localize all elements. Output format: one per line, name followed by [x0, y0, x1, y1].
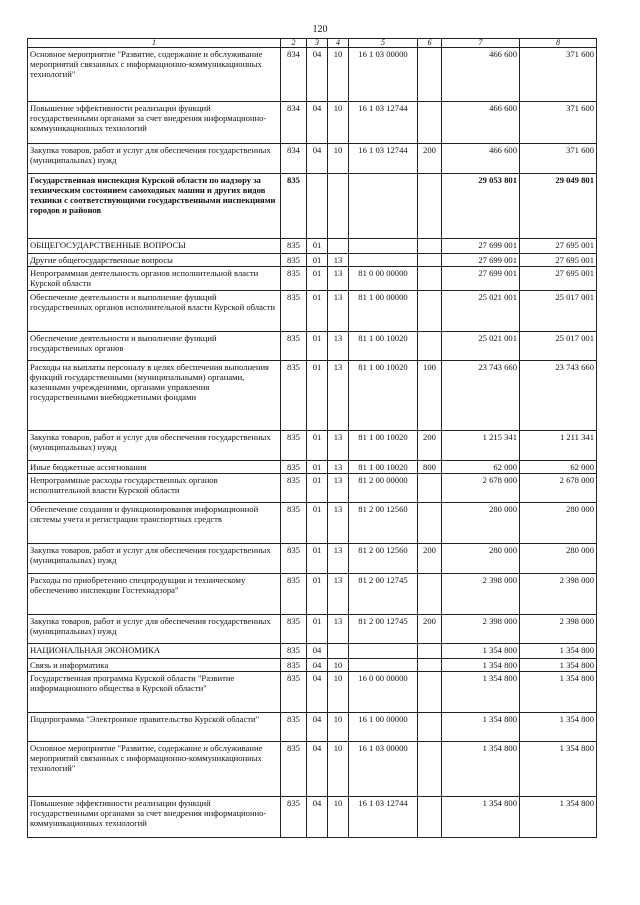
cell-target-article: 16 1 03 12744 [349, 102, 418, 144]
cell-target-article: 16 1 03 12744 [349, 797, 418, 838]
cell-target-article: 16 0 00 00000 [349, 672, 418, 713]
cell-name: Расходы на выплаты персоналу в целях обеспечения выполнения функций государственными (муниципальными) органами, казенными учреждениями, органами управления государственными внебюджетными фондами [28, 361, 281, 431]
cell-subsection: 10 [328, 672, 349, 713]
table-row [28, 102, 597, 144]
cell-expense-type [418, 332, 442, 361]
cell-amount-year2: 280 000 [520, 503, 597, 544]
cell-expense-type [418, 797, 442, 838]
cell-amount-year1: 466 600 [442, 102, 520, 144]
cell-expense-type [418, 742, 442, 797]
cell-amount-year2: 25 017 001 [520, 332, 597, 361]
cell-amount-year2: 371 600 [520, 102, 597, 144]
cell-amount-year1: 27 699 001 [442, 254, 520, 267]
cell-amount-year1: 2 398 000 [442, 574, 520, 615]
cell-section: 04 [307, 144, 328, 174]
cell-amount-year2: 280 000 [520, 544, 597, 574]
cell-section: 01 [307, 291, 328, 332]
cell-section: 01 [307, 361, 328, 431]
cell-name: Обеспечение создания и функционирования информационной системы учета и регистрации транспортных средств [28, 503, 281, 544]
header-row [28, 39, 597, 48]
cell-amount-year1: 29 053 801 [442, 174, 520, 239]
cell-ministry: 835 [281, 713, 307, 742]
cell-subsection: 13 [328, 431, 349, 461]
cell-amount-year2: 371 600 [520, 48, 597, 102]
cell-target-article: 16 1 03 00000 [349, 48, 418, 102]
cell-ministry: 835 [281, 361, 307, 431]
cell-amount-year2: 1 354 800 [520, 713, 597, 742]
cell-section: 01 [307, 267, 328, 291]
cell-section: 01 [307, 544, 328, 574]
cell-section: 01 [307, 461, 328, 474]
cell-subsection: 10 [328, 742, 349, 797]
cell-amount-year1: 62 000 [442, 461, 520, 474]
cell-ministry: 835 [281, 544, 307, 574]
cell-target-article: 81 2 00 12745 [349, 574, 418, 615]
cell-name: Повышение эффективности реализации функций государственными органами за счет внедрения информационно-коммуникационных технологий [28, 102, 281, 144]
cell-expense-type [418, 713, 442, 742]
table-row [28, 461, 597, 474]
cell-subsection: 13 [328, 503, 349, 544]
budget-table [27, 38, 597, 838]
cell-name: Обеспечение деятельности и выполнение функций государственных органов [28, 332, 281, 361]
cell-name: Подпрограмма "Электронное правительство Курской области" [28, 713, 281, 742]
cell-subsection: 13 [328, 254, 349, 267]
cell-amount-year1: 25 021 001 [442, 332, 520, 361]
cell-amount-year2: 23 743 660 [520, 361, 597, 431]
cell-amount-year1: 27 699 001 [442, 267, 520, 291]
table-row [28, 644, 597, 659]
cell-target-article: 81 1 00 10020 [349, 332, 418, 361]
table-row [28, 797, 597, 838]
column-header: 2 [281, 39, 307, 48]
table-row [28, 144, 597, 174]
cell-amount-year1: 280 000 [442, 503, 520, 544]
column-header: 6 [418, 39, 442, 48]
cell-section: 04 [307, 742, 328, 797]
cell-section: 01 [307, 474, 328, 503]
cell-subsection [328, 239, 349, 254]
cell-name: Закупка товаров, работ и услуг для обеспечения государственных (муниципальных) нужд [28, 144, 281, 174]
cell-expense-type [418, 267, 442, 291]
cell-section: 04 [307, 672, 328, 713]
table-row [28, 361, 597, 431]
cell-amount-year1: 1 354 800 [442, 644, 520, 659]
cell-subsection: 10 [328, 48, 349, 102]
cell-amount-year1: 1 354 800 [442, 659, 520, 672]
page-number: 120 [312, 24, 328, 35]
table-row [28, 574, 597, 615]
cell-name: Закупка товаров, работ и услуг для обеспечения государственных (муниципальных) нужд [28, 544, 281, 574]
cell-expense-type [418, 174, 442, 239]
cell-expense-type [418, 48, 442, 102]
cell-section: 04 [307, 713, 328, 742]
cell-amount-year2: 29 049 801 [520, 174, 597, 239]
cell-section [307, 174, 328, 239]
table-row [28, 615, 597, 644]
cell-amount-year1: 280 000 [442, 544, 520, 574]
cell-ministry: 835 [281, 291, 307, 332]
cell-section: 04 [307, 48, 328, 102]
cell-amount-year1: 27 699 001 [442, 239, 520, 254]
table-row [28, 672, 597, 713]
table-row [28, 267, 597, 291]
column-header: 7 [442, 39, 520, 48]
cell-subsection: 13 [328, 615, 349, 644]
table-row [28, 659, 597, 672]
cell-amount-year2: 27 695 001 [520, 267, 597, 291]
cell-section: 01 [307, 574, 328, 615]
table-row [28, 48, 597, 102]
cell-name: Основное мероприятие "Развитие, содержание и обслуживание мероприятий связанных с информационно-коммуникационных технологий" [28, 742, 281, 797]
cell-ministry: 835 [281, 332, 307, 361]
cell-target-article: 81 1 00 10020 [349, 461, 418, 474]
cell-amount-year2: 27 695 001 [520, 239, 597, 254]
cell-section: 01 [307, 615, 328, 644]
cell-ministry: 835 [281, 659, 307, 672]
cell-expense-type [418, 102, 442, 144]
cell-subsection: 13 [328, 574, 349, 615]
cell-subsection [328, 644, 349, 659]
cell-ministry: 835 [281, 503, 307, 544]
cell-ministry: 834 [281, 102, 307, 144]
cell-section: 04 [307, 659, 328, 672]
cell-subsection: 13 [328, 361, 349, 431]
cell-subsection: 10 [328, 659, 349, 672]
cell-subsection: 13 [328, 267, 349, 291]
cell-ministry: 834 [281, 144, 307, 174]
cell-section: 01 [307, 503, 328, 544]
cell-expense-type [418, 291, 442, 332]
cell-expense-type [418, 574, 442, 615]
cell-ministry: 834 [281, 48, 307, 102]
cell-expense-type [418, 503, 442, 544]
cell-section: 04 [307, 644, 328, 659]
cell-subsection: 13 [328, 461, 349, 474]
cell-amount-year1: 1 215 341 [442, 431, 520, 461]
cell-target-article: 81 2 00 12745 [349, 615, 418, 644]
cell-amount-year1: 1 354 800 [442, 742, 520, 797]
table-row [28, 503, 597, 544]
cell-amount-year2: 27 695 001 [520, 254, 597, 267]
cell-target-article [349, 254, 418, 267]
cell-ministry: 835 [281, 672, 307, 713]
cell-amount-year1: 2 678 000 [442, 474, 520, 503]
cell-expense-type: 800 [418, 461, 442, 474]
cell-amount-year2: 1 354 800 [520, 644, 597, 659]
cell-amount-year2: 1 354 800 [520, 659, 597, 672]
cell-amount-year2: 2 398 000 [520, 574, 597, 615]
cell-expense-type: 100 [418, 361, 442, 431]
cell-subsection: 10 [328, 713, 349, 742]
cell-name: Непрограммные расходы государственных органов исполнительной власти Курской области [28, 474, 281, 503]
cell-subsection: 13 [328, 291, 349, 332]
cell-target-article: 81 2 00 12560 [349, 544, 418, 574]
cell-amount-year1: 466 600 [442, 144, 520, 174]
cell-expense-type [418, 239, 442, 254]
cell-amount-year1: 2 398 000 [442, 615, 520, 644]
cell-amount-year2: 2 398 000 [520, 615, 597, 644]
cell-section: 01 [307, 254, 328, 267]
cell-target-article: 16 1 03 00000 [349, 742, 418, 797]
cell-name: Расходы по приобретению спецпродукции и техническому обеспечению инспекции Гостехнадзора" [28, 574, 281, 615]
cell-ministry: 835 [281, 797, 307, 838]
cell-ministry: 835 [281, 461, 307, 474]
cell-name: Обеспечение деятельности и выполнение функций государственных органов исполнительной власти Курской области [28, 291, 281, 332]
cell-expense-type [418, 474, 442, 503]
cell-amount-year1: 1 354 800 [442, 797, 520, 838]
cell-name: Непрограммная деятельность органов исполнительной власти Курской области [28, 267, 281, 291]
cell-section: 01 [307, 239, 328, 254]
table-row [28, 174, 597, 239]
cell-amount-year1: 1 354 800 [442, 672, 520, 713]
cell-ministry: 835 [281, 474, 307, 503]
column-header: 8 [520, 39, 597, 48]
cell-amount-year2: 1 211 341 [520, 431, 597, 461]
cell-name: Государственная программа Курской области "Развитие информационного общества в Курской области" [28, 672, 281, 713]
cell-subsection: 10 [328, 102, 349, 144]
cell-name: Связь и информатика [28, 659, 281, 672]
cell-subsection: 10 [328, 144, 349, 174]
table-row [28, 742, 597, 797]
cell-target-article: 81 0 00 00000 [349, 267, 418, 291]
cell-expense-type [418, 644, 442, 659]
column-header: 1 [28, 39, 281, 48]
cell-section: 01 [307, 332, 328, 361]
cell-target-article [349, 644, 418, 659]
table-row [28, 332, 597, 361]
cell-name: Основное мероприятие "Развитие, содержание и обслуживание мероприятий связанных с информационно-коммуникационных технологий" [28, 48, 281, 102]
cell-name: Закупка товаров, работ и услуг для обеспечения государственных (муниципальных) нужд [28, 615, 281, 644]
cell-subsection: 13 [328, 544, 349, 574]
cell-target-article: 81 1 00 00000 [349, 291, 418, 332]
table-row [28, 291, 597, 332]
cell-ministry: 835 [281, 174, 307, 239]
table-row [28, 544, 597, 574]
cell-target-article: 81 1 00 10020 [349, 431, 418, 461]
cell-amount-year2: 1 354 800 [520, 672, 597, 713]
table-row [28, 713, 597, 742]
cell-expense-type [418, 672, 442, 713]
cell-subsection: 13 [328, 332, 349, 361]
column-header: 5 [349, 39, 418, 48]
cell-amount-year2: 1 354 800 [520, 742, 597, 797]
cell-target-article [349, 174, 418, 239]
cell-subsection: 13 [328, 474, 349, 503]
cell-section: 04 [307, 102, 328, 144]
cell-expense-type [418, 254, 442, 267]
table-row [28, 474, 597, 503]
cell-target-article [349, 239, 418, 254]
cell-target-article: 16 1 03 12744 [349, 144, 418, 174]
column-header: 4 [328, 39, 349, 48]
cell-target-article: 81 1 00 10020 [349, 361, 418, 431]
table-row [28, 431, 597, 461]
cell-name: Закупка товаров, работ и услуг для обеспечения государственных (муниципальных) нужд [28, 431, 281, 461]
column-header: 3 [307, 39, 328, 48]
cell-amount-year2: 25 017 001 [520, 291, 597, 332]
cell-amount-year1: 466 600 [442, 48, 520, 102]
cell-ministry: 835 [281, 742, 307, 797]
table-row [28, 239, 597, 254]
table-row [28, 254, 597, 267]
cell-expense-type: 200 [418, 144, 442, 174]
cell-ministry: 835 [281, 239, 307, 254]
cell-name: Государственная инспекция Курской области по надзору за техническим состоянием самоходных машин и других видов техники с соответствующими государственными инспекциями городов и районов [28, 174, 281, 239]
cell-expense-type: 200 [418, 615, 442, 644]
cell-target-article [349, 659, 418, 672]
cell-expense-type: 200 [418, 431, 442, 461]
cell-amount-year2: 371 600 [520, 144, 597, 174]
cell-name: Другие общегосударственные вопросы [28, 254, 281, 267]
cell-amount-year2: 2 678 000 [520, 474, 597, 503]
cell-ministry: 835 [281, 574, 307, 615]
cell-target-article: 81 2 00 00000 [349, 474, 418, 503]
cell-amount-year1: 23 743 660 [442, 361, 520, 431]
cell-name: Повышение эффективности реализации функций государственными органами за счет внедрения информационно-коммуникационных технологий [28, 797, 281, 838]
cell-subsection [328, 174, 349, 239]
cell-name: Иные бюджетные ассигнования [28, 461, 281, 474]
cell-ministry: 835 [281, 431, 307, 461]
cell-amount-year2: 62 000 [520, 461, 597, 474]
cell-section: 01 [307, 431, 328, 461]
cell-expense-type [418, 659, 442, 672]
cell-target-article: 16 1 00 00000 [349, 713, 418, 742]
table-body [28, 48, 597, 838]
cell-name: ОБЩЕГОСУДАРСТВЕННЫЕ ВОПРОСЫ [28, 239, 281, 254]
cell-target-article: 81 2 00 12560 [349, 503, 418, 544]
cell-amount-year2: 1 354 800 [520, 797, 597, 838]
cell-expense-type: 200 [418, 544, 442, 574]
cell-ministry: 835 [281, 254, 307, 267]
cell-subsection: 10 [328, 797, 349, 838]
cell-name: НАЦИОНАЛЬНАЯ ЭКОНОМИКА [28, 644, 281, 659]
cell-ministry: 835 [281, 615, 307, 644]
cell-amount-year1: 25 021 001 [442, 291, 520, 332]
cell-ministry: 835 [281, 644, 307, 659]
cell-amount-year1: 1 354 800 [442, 713, 520, 742]
cell-ministry: 835 [281, 267, 307, 291]
cell-section: 04 [307, 797, 328, 838]
